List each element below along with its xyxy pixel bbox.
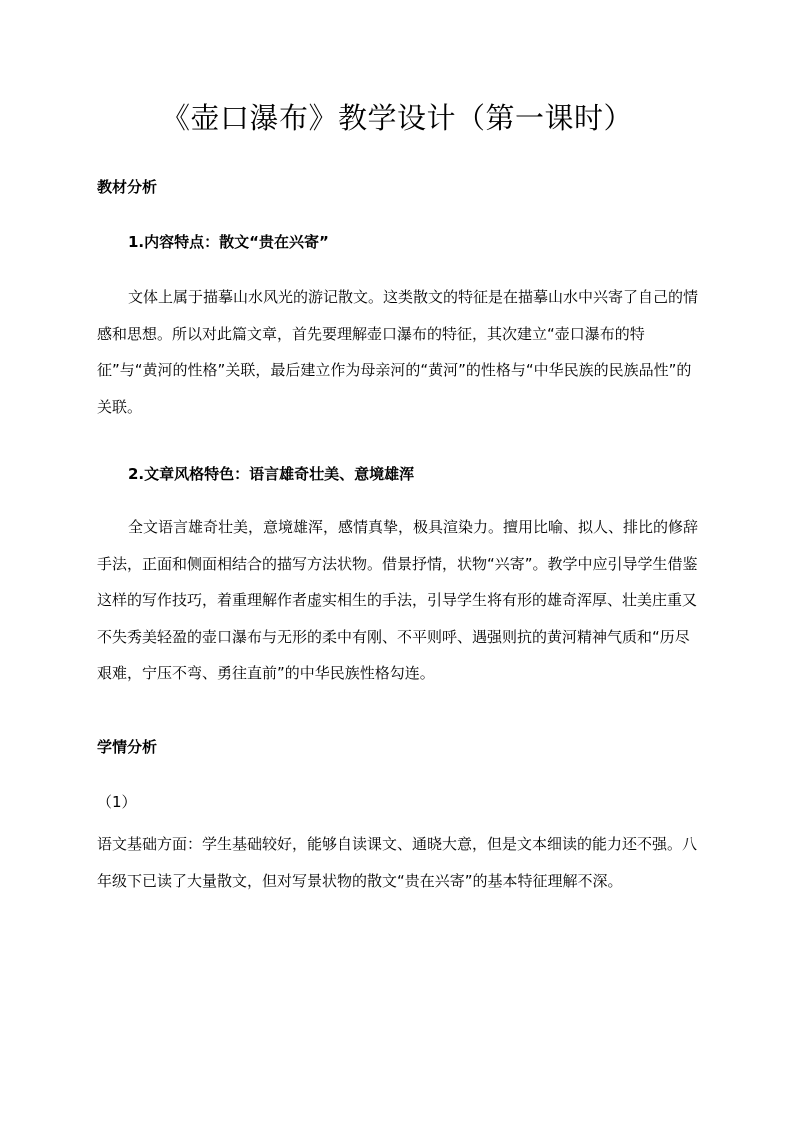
paragraph-student-analysis: 语文基础方面：学生基础较好，能够自读课文、通晓大意，但是文本细读的能力还不强。八年级下已读了大量散文，但对写景状物的散文“贵在兴寄”的基本特征理解不深。 xyxy=(97,835,698,890)
subheading-content-features: 1.内容特点：散文“贵在兴寄” xyxy=(128,233,329,251)
section-heading-material-analysis: 教材分析 xyxy=(97,178,158,196)
section-heading-student-analysis: 学情分析 xyxy=(97,738,158,756)
subheading-style-features: 2.文章风格特色：语言雄奇壮美、意境雄浑 xyxy=(128,465,415,483)
paragraph-style-features: 全文语言雄奇壮美，意境雄浑，感情真挚，极具渲染力。擅用比喻、拟人、排比的修辞手法，正面和侧面相结合的描写方法状物。借景抒情，状物“兴寄”。教学中应引导学生借鉴这样的写作技巧，着重理解作者虚实相生的手法，引导学生将有形的雄奇浑厚、壮美庄重又不失秀美轻盈的壶口瀑布与无形的柔中有刚、不平则呼、遇强则抗的黄河精神气质和“历尽艰难，宁压不弯、勇往直前”的中华民族性格勾连。 xyxy=(97,518,699,682)
document-title: 《壶口瀑布》教学设计（第一课时） xyxy=(160,101,633,135)
paragraph-content-features: 文体上属于描摹山水风光的游记散文。这类散文的特征是在描摹山水中兴寄了自己的情感和思想。所以对此篇文章，首先要理解壶口瀑布的特征，其次建立“壶口瀑布的特征”与“黄河的性格”关联，最后建立作为母亲河的“黄河”的性格与“中华民族的民族品性”的关联。 xyxy=(97,288,699,416)
list-item-label: （1） xyxy=(97,793,137,811)
